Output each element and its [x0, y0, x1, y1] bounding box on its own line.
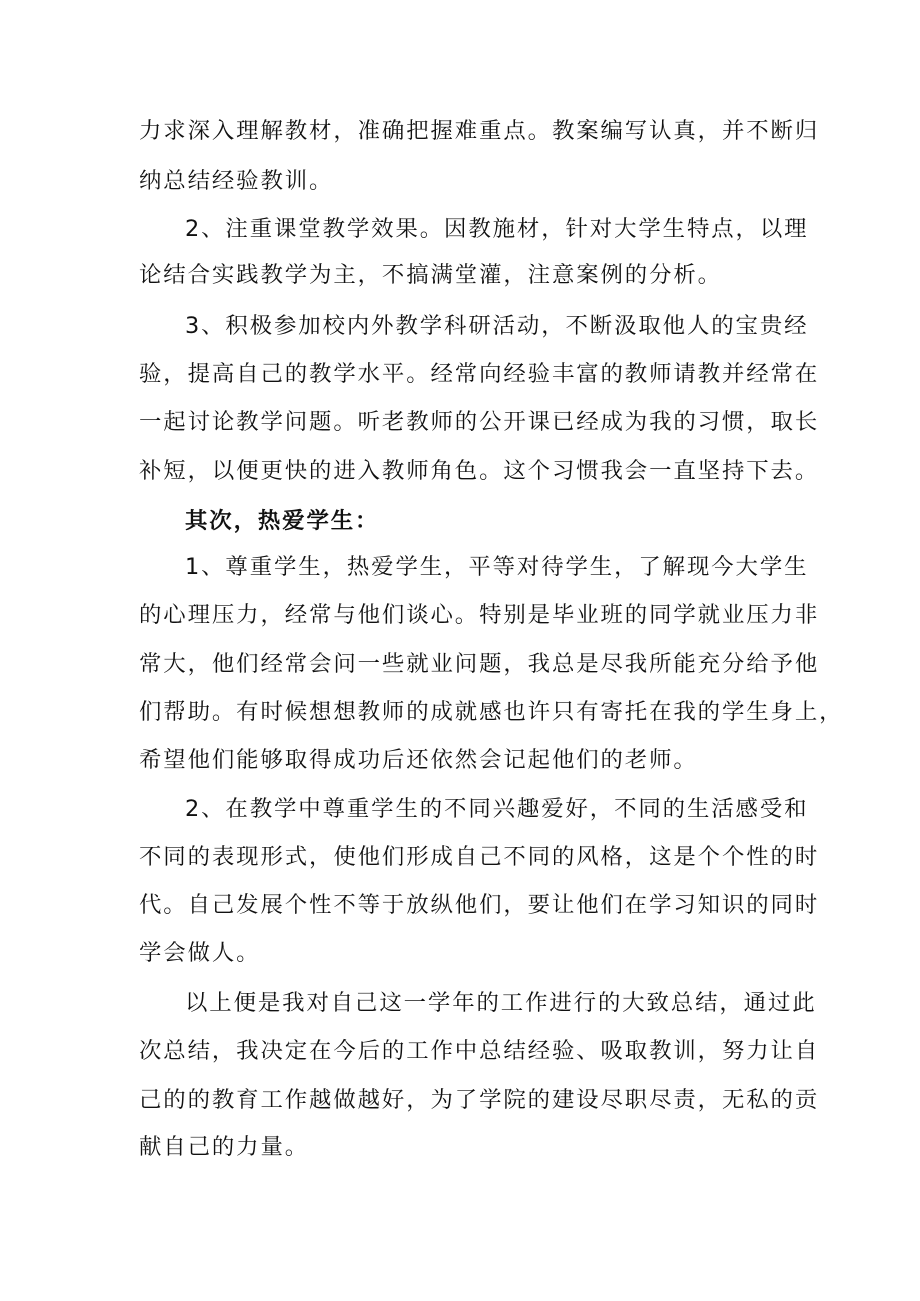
text-line-20: 次总结，我决定在今后的工作中总结经验、吸取教训，努力让自	[139, 1038, 820, 1064]
text-line-12: 常大，他们经常会问一些就业问题，我总是尽我所能充分给予他	[139, 651, 820, 677]
text-line-2: 纳总结经验教训。	[139, 168, 334, 194]
text-line-14: 希望他们能够取得成功后还依然会记起他们的老师。	[139, 747, 698, 773]
text-line-22: 献自己的力量。	[139, 1134, 310, 1160]
text-line-6: 验，提高自己的教学水平。经常向经验丰富的教师请教并经常在	[139, 361, 820, 387]
text-line-8: 补短，以便更快的进入教师角色。这个习惯我会一直坚持下去。	[139, 458, 820, 484]
text-line-7: 一起讨论教学问题。听老教师的公开课已经成为我的习惯，取长	[139, 409, 820, 435]
text-line-10: 1、尊重学生，热爱学生，平等对待学生，了解现今大学生	[185, 554, 809, 580]
text-line-4: 论结合实践教学为主，不搞满堂灌，注意案例的分析。	[139, 262, 722, 288]
text-line-13: 们帮助。有时候想想教师的成就感也许只有寄托在我的学生身上，	[139, 699, 844, 725]
text-line-3: 2、注重课堂教学效果。因教施材，针对大学生特点，以理	[185, 216, 809, 242]
text-line-19: 以上便是我对自己这一学年的工作进行的大致总结，通过此	[185, 990, 817, 1016]
section-heading: 其次，热爱学生：	[185, 508, 380, 534]
text-line-11: 的心理压力，经常与他们谈心。特别是毕业班的同学就业压力非	[139, 602, 820, 628]
text-line-1: 力求深入理解教材，准确把握难重点。教案编写认真，并不断归	[139, 118, 820, 144]
text-line-16: 不同的表现形式，使他们形成自己不同的风格，这是个个性的时	[139, 844, 820, 870]
text-line-17: 代。自己发展个性不等于放纵他们，要让他们在学习知识的同时	[139, 892, 820, 918]
text-line-5: 3、积极参加校内外教学科研活动，不断汲取他人的宝贵经	[185, 313, 809, 339]
text-line-21: 己的的教育工作越做越好，为了学院的建设尽职尽责，无私的贡	[139, 1087, 820, 1113]
text-line-18: 学会做人。	[139, 940, 261, 966]
text-line-15: 2、在教学中尊重学生的不同兴趣爱好，不同的生活感受和	[185, 796, 809, 822]
